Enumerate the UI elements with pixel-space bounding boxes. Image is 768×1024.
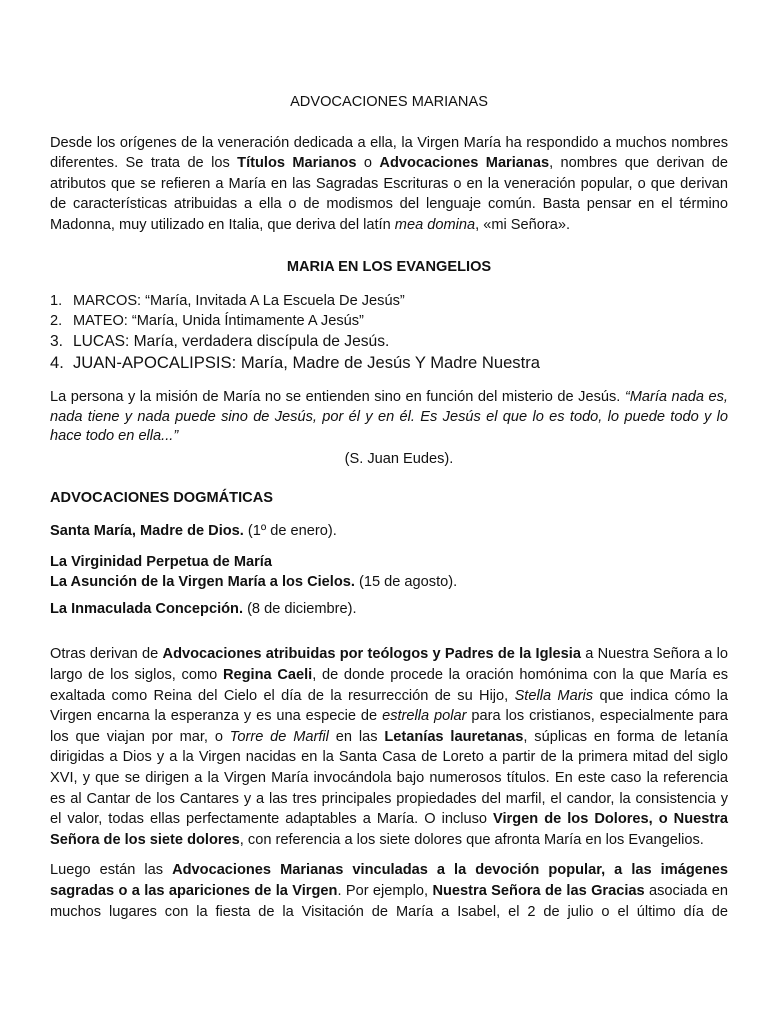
dogma-asuncion: La Asunción de la Virgen María a los Cielos. (15 de agosto).: [50, 574, 458, 591]
luego-paragraph: Luego están las Advocaciones Marianas vinculadas a la devoción popular, a las imágenes sagradas o a las apariciones de la Virgen. Por ejemplo, Nuestra Señora de las Gracias asociada en muchos lugares con la fiesta de la Visitación de María a Isabel, el 2 de julio o el último día de: [50, 862, 729, 920]
mision-paragraph: La persona y la misión de María no se entienden sino en función del misterio de Jesús. “María nada es, nada tiene y nada puede sino de Jesús, por él y en él. Es Jesús el que lo es todo, lo puede todo y lo hace todo en ella...”: [50, 389, 728, 445]
term-mea-domina: mea domina: [394, 216, 476, 233]
list-item: 1. MARCOS: “María, Invitada A La Escuela De Jesús”: [50, 293, 405, 310]
section-heading-dogmaticas: ADVOCACIONES DOGMÁTICAS: [50, 490, 273, 507]
list-item: 4. JUAN-APOCALIPSIS: María, Madre de Jesús Y Madre Nuestra: [50, 353, 540, 373]
term-advocaciones-marianas: Advocaciones Marianas: [379, 155, 550, 172]
section-heading-evangelios: MARIA EN LOS EVANGELIOS: [286, 258, 492, 275]
dogma-santa-maria: Santa María, Madre de Dios. (1º de enero).: [50, 523, 337, 540]
intro-paragraph: Desde los orígenes de la veneración dedicada a ella, la Virgen María ha respondido a muchos nombres diferentes. Se trata de los Títulos Marianos o Advocaciones Marianas, nombres que derivan de atributos que se refieren a María en las Sagradas Escrituras o en la veneración popular, o que derivan de características atribuidas a ella o de modismos del lenguaje común. Basta pensar en el término Madonna, muy utilizado en Italia, que deriva del latín mea domina, «mi Señora».: [50, 134, 728, 233]
dogma-virginidad: La Virginidad Perpetua de María: [50, 553, 272, 570]
eudes-quote: “María nada es, nada tiene y nada puede sino de Jesús, por él y en él. Es Jesús el que lo es todo, lo puede todo y lo hace todo en ella...”: [50, 389, 728, 445]
quote-citation: (S. Juan Eudes).: [344, 450, 454, 467]
evangelios-list: [50, 291, 728, 373]
dogma-inmaculada: La Inmaculada Concepción. (8 de diciembre).: [50, 600, 357, 617]
list-item: 2. MATEO: “María, Unida Íntimamente A Jesús”: [50, 312, 364, 329]
otras-paragraph: Otras derivan de Advocaciones atribuidas por teólogos y Padres de la Iglesia a Nuestra Señora a lo largo de los siglos, como Regina Caeli, de donde procede la oración homónima con la que María es exaltada como Reina del Cielo el día de la resurrección de su Hijo, Stella Maris que indica cómo la Virgen encarna la esperanza y es una especie de estrella polar para los cristianos, especialmente para los que viajan por mar, o Torre de Marfil en las Letanías lauretanas, súplicas en forma de letanía dirigidas a Dios y a la Virgen nacidas en la Santa Casa de Loreto a partir de la primera mitad del siglo XVI, y que se dirigen a la Virgen María invocándola bajo numerosos títulos. En este caso la referencia es al Cantar de los Cantares y a las tres principales propiedades del marfil, el candor, la consistencia y el valor, todas ellas perfectamente adaptables a María. O incluso Virgen de los Dolores, o Nuestra Señora de los siete dolores, con referencia a los siete dolores que afronta María en los Evangelios.: [50, 646, 729, 848]
term-titulos-marianos: Títulos Marianos: [237, 155, 357, 172]
list-item: 3. LUCAS: María, verdadera discípula de Jesús.: [50, 333, 390, 351]
document-title: ADVOCACIONES MARIANAS: [290, 94, 488, 110]
